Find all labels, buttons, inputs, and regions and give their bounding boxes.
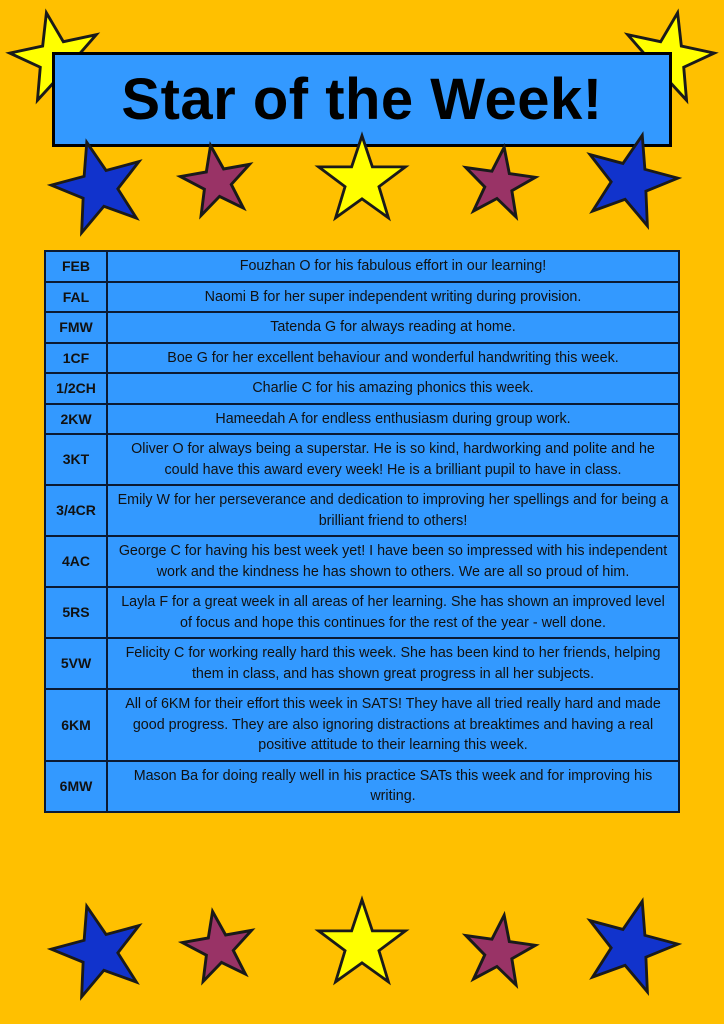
class-name-cell: 6KM [45,689,107,761]
class-name-cell: 3KT [45,434,107,485]
award-text-cell: Mason Ba for doing really well in his practice SATs this week and for improving his writing. [107,761,679,812]
star-icon-maroon-top-1 [176,142,258,222]
award-text-cell: Naomi B for her super independent writing during provision. [107,282,679,313]
award-text-cell: Boe G for her excellent behaviour and wonderful handwriting this week. [107,343,679,374]
star-icon-blue-bottom-1 [44,900,154,1004]
class-name-cell: 5VW [45,638,107,689]
table-row [45,689,679,761]
table-row [45,761,679,812]
star-icon-blue-top-2 [574,128,686,234]
award-text-cell: All of 6KM for their effort this week in SATS! They have all tried really hard and made good progress. They are also ignoring distractions at breaktimes and having a real positive attitude to their learning this week. [107,689,679,761]
table-row [45,638,679,689]
class-name-cell: FEB [45,251,107,282]
award-text-cell: George C for having his best week yet! I have been so impressed with his independent work and the kindness he has shown to others. We are all so proud of him. [107,536,679,587]
class-name-cell: FMW [45,312,107,343]
table-row [45,251,679,282]
award-text-cell: Fouzhan O for his fabulous effort in our learning! [107,251,679,282]
star-icon-maroon-bottom-1 [178,908,260,988]
star-icon-maroon-top-2 [458,144,540,224]
table-row [45,434,679,485]
table-row [45,485,679,536]
star-icon-maroon-bottom-2 [458,912,540,992]
star-of-week-table [44,250,680,813]
page-title: Star of the Week! [121,67,603,132]
class-name-cell: 4AC [45,536,107,587]
table-row [45,404,679,435]
award-text-cell: Oliver O for always being a superstar. He is so kind, hardworking and polite and he could have this award every week! He is a brilliant pupil to have in class. [107,434,679,485]
table-row [45,312,679,343]
star-icon-blue-bottom-2 [574,894,686,1000]
award-text-cell: Hameedah A for endless enthusiasm during group work. [107,404,679,435]
table-row [45,343,679,374]
class-name-cell: 6MW [45,761,107,812]
class-name-cell: 5RS [45,587,107,638]
star-icon-blue-top-1 [44,136,154,240]
class-name-cell: 1CF [45,343,107,374]
award-text-cell: Felicity C for working really hard this week. She has been kind to her friends, helping them in class, and has shown great progress in all her subjects. [107,638,679,689]
award-text-cell: Layla F for a great week in all areas of her learning. She has shown an improved level of focus and hope this continues for the rest of the year - well done. [107,587,679,638]
star-icon-yellow-bottom-center [310,896,414,994]
star-icon-yellow-top-center [310,132,414,230]
class-name-cell: 3/4CR [45,485,107,536]
table-row [45,587,679,638]
award-text-cell: Tatenda G for always reading at home. [107,312,679,343]
class-name-cell: 2KW [45,404,107,435]
table-row [45,536,679,587]
class-name-cell: 1/2CH [45,373,107,404]
table-row [45,282,679,313]
award-text-cell: Charlie C for his amazing phonics this week. [107,373,679,404]
class-name-cell: FAL [45,282,107,313]
award-text-cell: Emily W for her perseverance and dedication to improving her spellings and for being a brilliant friend to others! [107,485,679,536]
table-row [45,373,679,404]
